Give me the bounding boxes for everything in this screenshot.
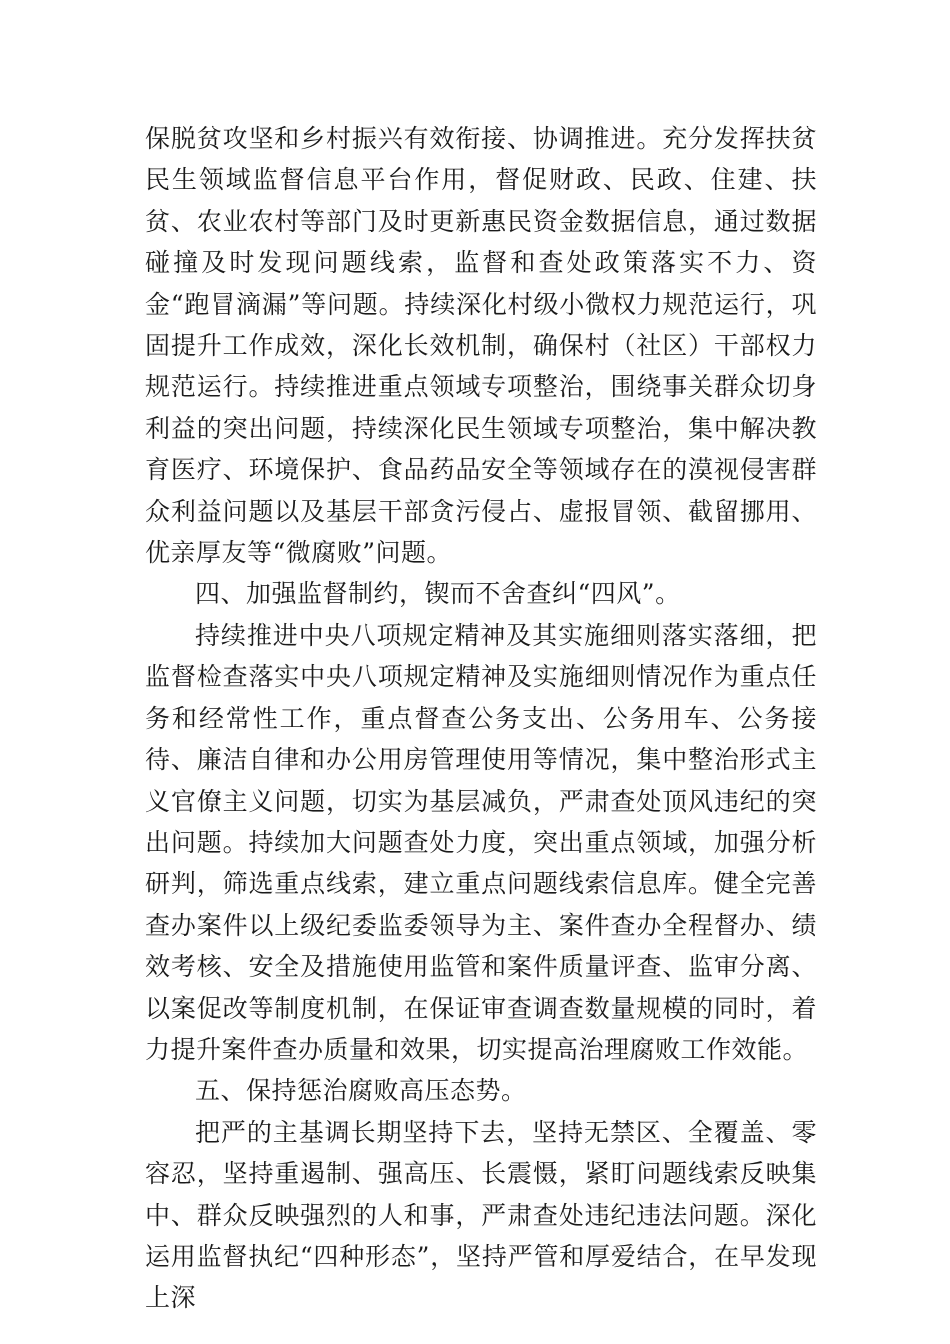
paragraph-anticorruption: 把严的主基调长期坚持下去，坚持无禁区、全覆盖、零容忍，坚持重遏制、强高压、长震慑，紧盯问题线索反映集中、群众反映强烈的人和事，严肃查处违纪违法问题。深化运用监督执纪“四种形态”，坚持严管和厚爱结合，在早发现上深 xyxy=(145,1117,817,1313)
paragraph-continuation: 保脱贫攻坚和乡村振兴有效衔接、协调推进。充分发挥扶贫民生领域监督信息平台作用，督促财政、民政、住建、扶贫、农业农村等部门及时更新惠民资金数据信息，通过数据碰撞及时发现问题线索，监督和查处政策落实不力、资金“跑冒滴漏”等问题。持续深化村级小微权力规范运行，巩固提升工作成效，深化长效机制，确保村（社区）干部权力规范运行。持续推进重点领域专项整治，围绕事关群众切身利益的突出问题，持续深化民生领域专项整治，集中解决教育医疗、环境保护、食品药品安全等领域存在的漠视侵害群众利益问题以及基层干部贪污侵占、虚报冒领、截留挪用、优亲厚友等“微腐败”问题。 xyxy=(145,124,817,568)
section-heading-four: 四、加强监督制约，锲而不舍查纠“四风”。 xyxy=(195,579,681,609)
section-heading-five: 五、保持惩治腐败高压态势。 xyxy=(195,1076,527,1106)
paragraph-supervision: 持续推进中央八项规定精神及其实施细则落实落细，把监督检查落实中央八项规定精神及实施细则情况作为重点任务和经常性工作，重点督查公务支出、公务用车、公务接待、廉洁自律和办公用房管理使用等情况，集中整治形式主义官僚主义问题，切实为基层减负，严肃查处顶风违纪的突出问题。持续加大问题查处力度，突出重点领域，加强分析研判，筛选重点线索，建立重点问题线索信息库。健全完善查办案件以上级纪委监委领导为主、案件查办全程督办、绩效考核、安全及措施使用监管和案件质量评查、监审分离、以案促改等制度机制，在保证审查调查数量规模的同时，着力提升案件查办质量和效果，切实提高治理腐败工作效能。 xyxy=(145,620,817,1064)
document-body xyxy=(145,118,817,1319)
